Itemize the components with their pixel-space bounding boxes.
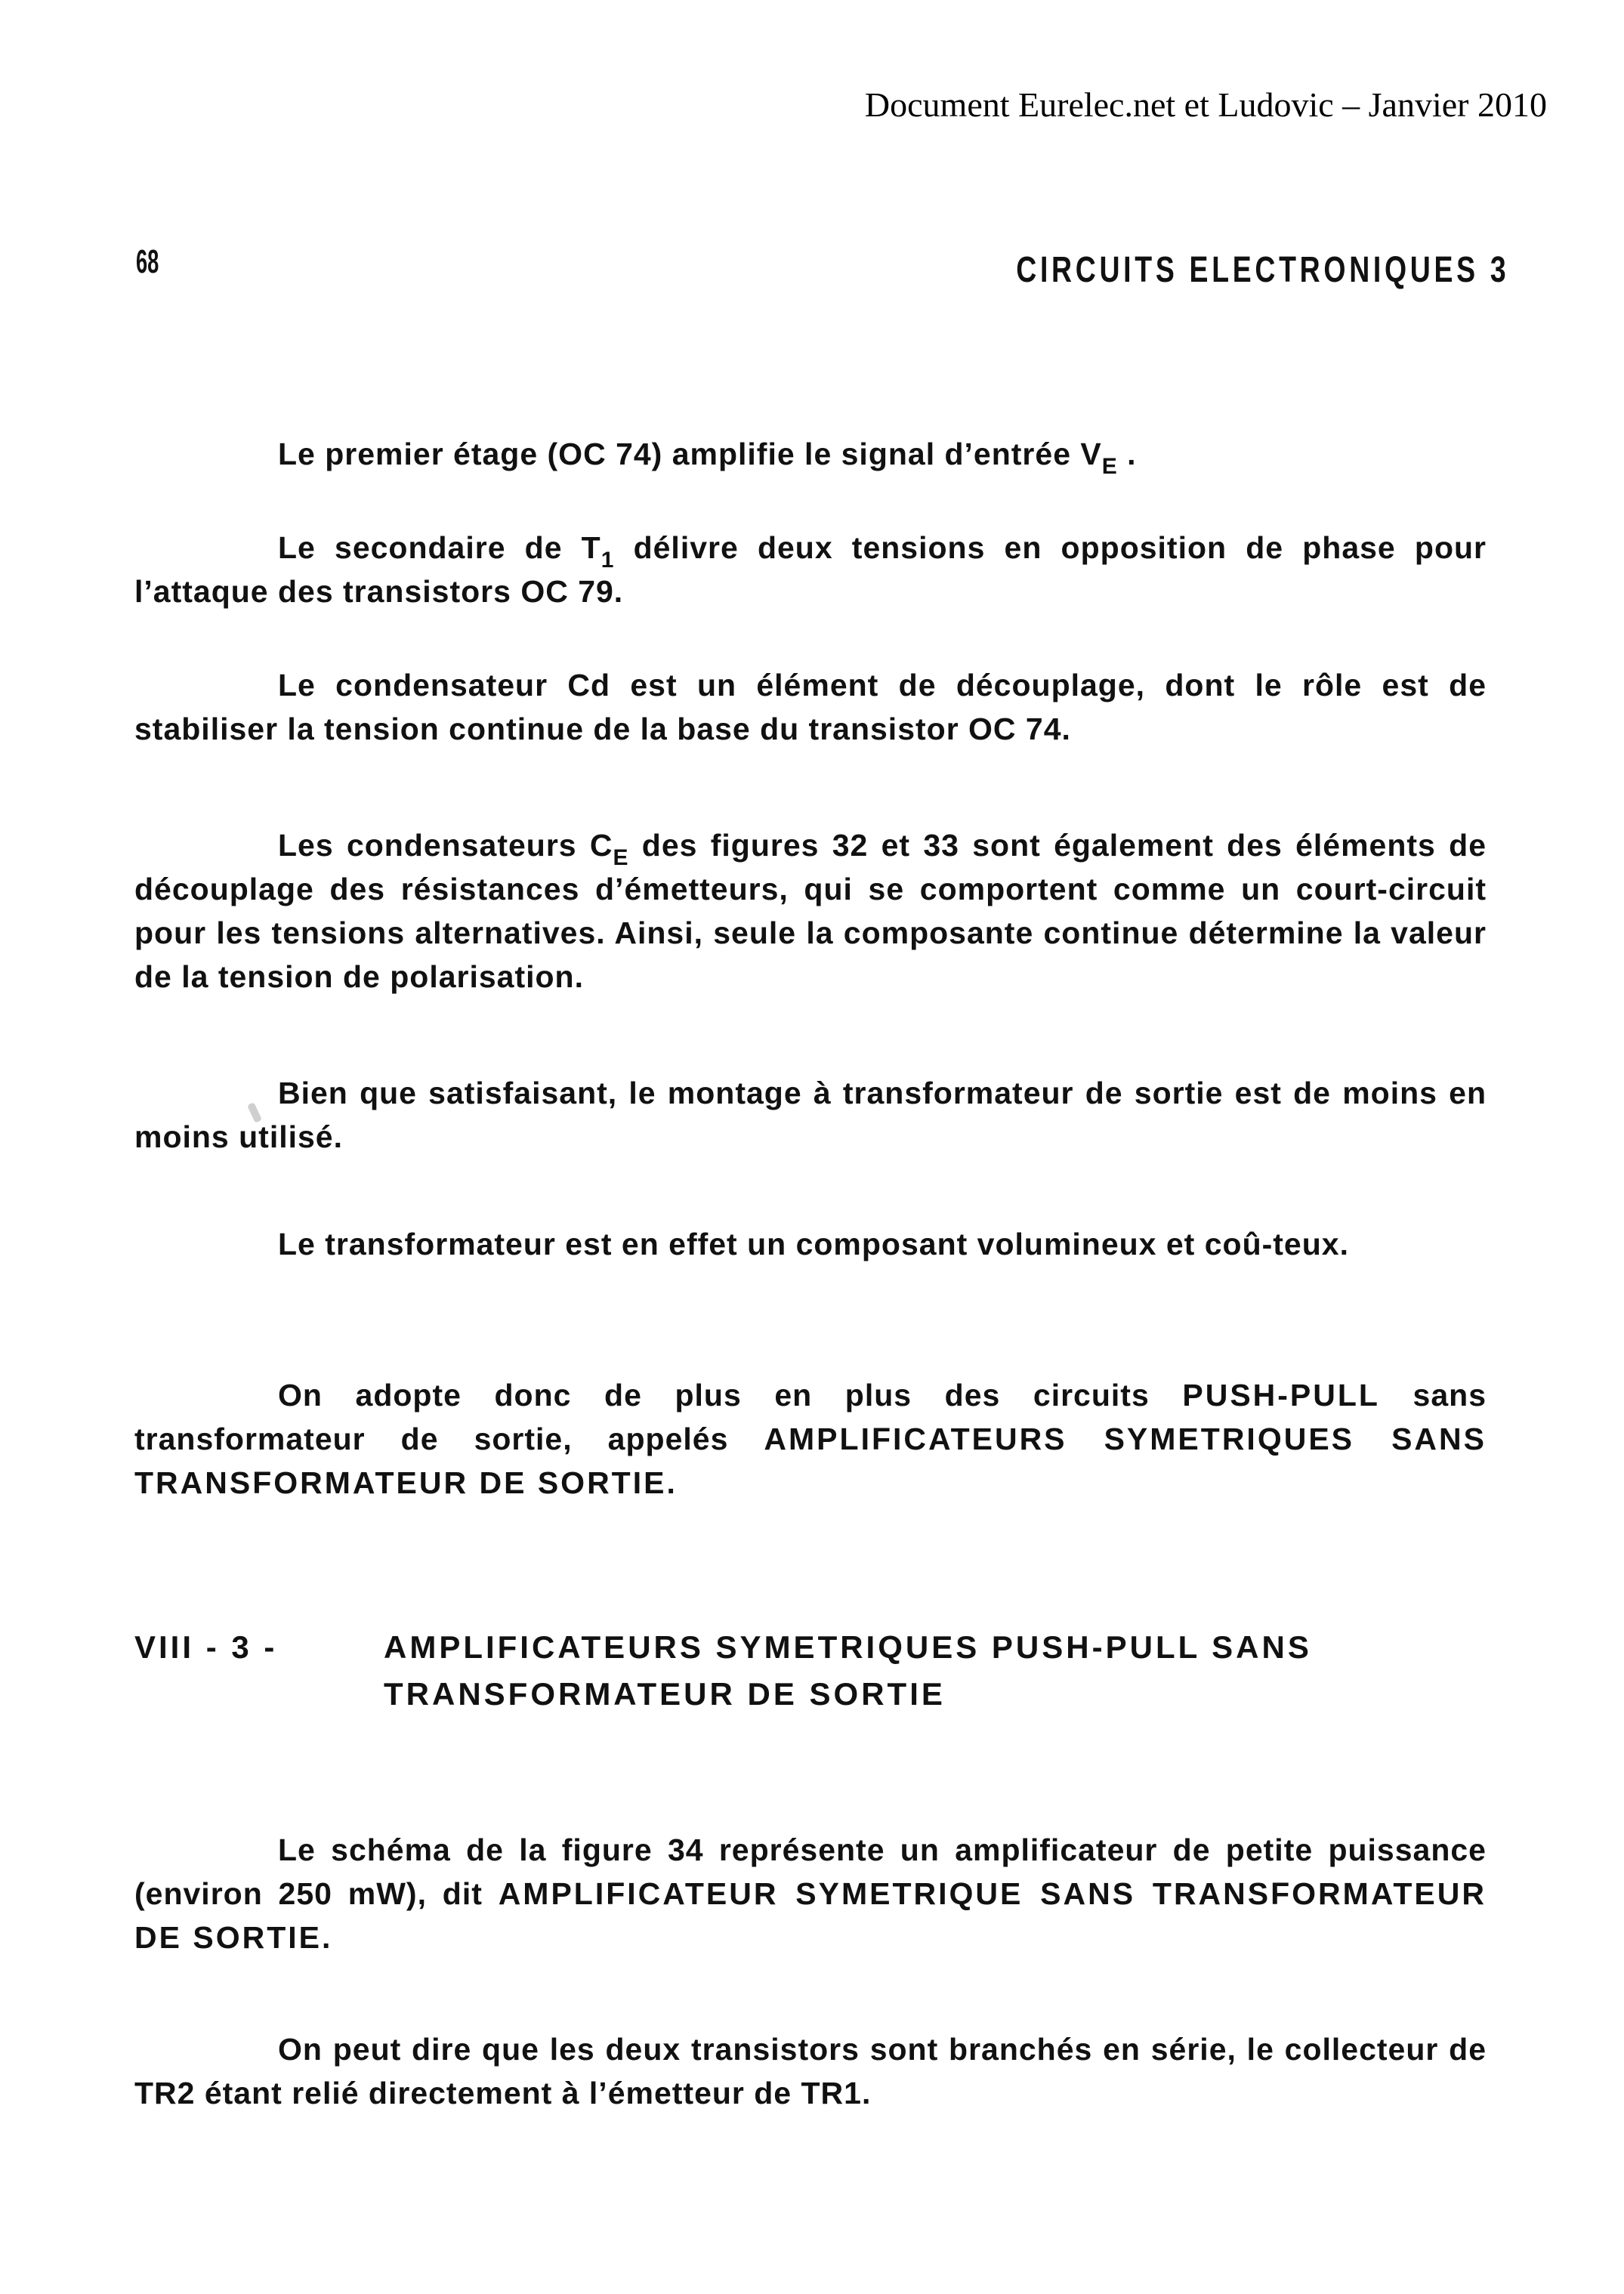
paragraph-transistors-serie [134,2027,1487,2115]
section-heading [134,1624,1494,1718]
paragraph-schema-figure-34 [134,1828,1487,1959]
paragraph-text: . [321,1920,332,1955]
emphasis-text: AMPLIFICATEUR SYMETRIQUE SANS TRANSFORMATEUR DE SORTIE [134,1876,1487,1955]
paragraph-text: sans transformateur de sortie, appelés [134,1378,1487,1456]
section-title-line2: TRANSFORMATEUR DE SORTIE [384,1676,946,1712]
paragraph-text: . [1117,437,1137,471]
paragraph-push-pull [134,1373,1487,1505]
page-number: 68 [136,243,159,280]
paragraph-text: Bien que satisfaisant, le montage à transformateur de sortie est de moins en moins utilisé. [134,1076,1487,1154]
paragraph-text: Les condensateurs C [278,828,613,863]
running-title: CIRCUITS ELECTRONIQUES 3 [1015,250,1509,290]
paragraph-secondary-t1 [134,526,1487,613]
paragraph-text: délivre deux tensions en opposition de phase pour l’attaque des transistors OC 79. [134,530,1487,609]
paragraph-text: Le schéma de la figure 34 représente un amplificateur de petite puissance (environ 250 mW), dit [134,1832,1487,1911]
section-title-line1: AMPLIFICATEURS SYMETRIQUES PUSH-PULL SANS [384,1629,1312,1665]
paragraph-text: Le premier étage (OC 74) amplifie le signal d’entrée V [278,437,1102,471]
paragraph-condensateurs-ce [134,823,1487,999]
subscript: 1 [601,548,615,573]
paragraph-text: des figures 32 et 33 sont également des éléments de découplage des résistances d’émetteurs, qui se comportent comme un court-circuit pour les tensions alternatives. Ainsi, seule la composante continue détermine la valeur de la tension de polarisation. [134,828,1487,994]
paragraph-text: On peut dire que les deux transistors sont branchés en série, le collecteur de TR2 étant relié directement à l’émetteur de TR1. [134,2032,1487,2110]
paragraph-first-stage [134,432,1487,479]
emphasis-text: AMPLIFICATEURS SYMETRIQUES SANS TRANSFORMATEUR DE SORTIE [134,1422,1487,1500]
paragraph-transformateur-couteux [134,1222,1487,1266]
paragraph-text: Le condensateur Cd est un élément de découplage, dont le rôle est de stabiliser la tension continue de la base du transistor OC 74. [134,668,1487,746]
subscript: E [1101,454,1118,479]
paragraph-text: . [666,1465,676,1500]
document-watermark: Document Eurelec.net et Ludovic – Janvier 2010 [864,85,1547,124]
section-number: VIII - 3 - [134,1629,278,1665]
emphasis-text: PUSH-PULL [1182,1378,1380,1413]
paragraph-text: Le secondaire de T [278,530,601,565]
paragraph-text: On adopte donc de plus en plus des circuits [278,1378,1183,1413]
paragraph-condensateur-cd [134,663,1487,751]
subscript: E [613,845,629,870]
paragraph-montage-transformateur [134,1071,1487,1159]
paragraph-text: Le transformateur est en effet un composant volumineux et coû-teux. [278,1227,1349,1261]
